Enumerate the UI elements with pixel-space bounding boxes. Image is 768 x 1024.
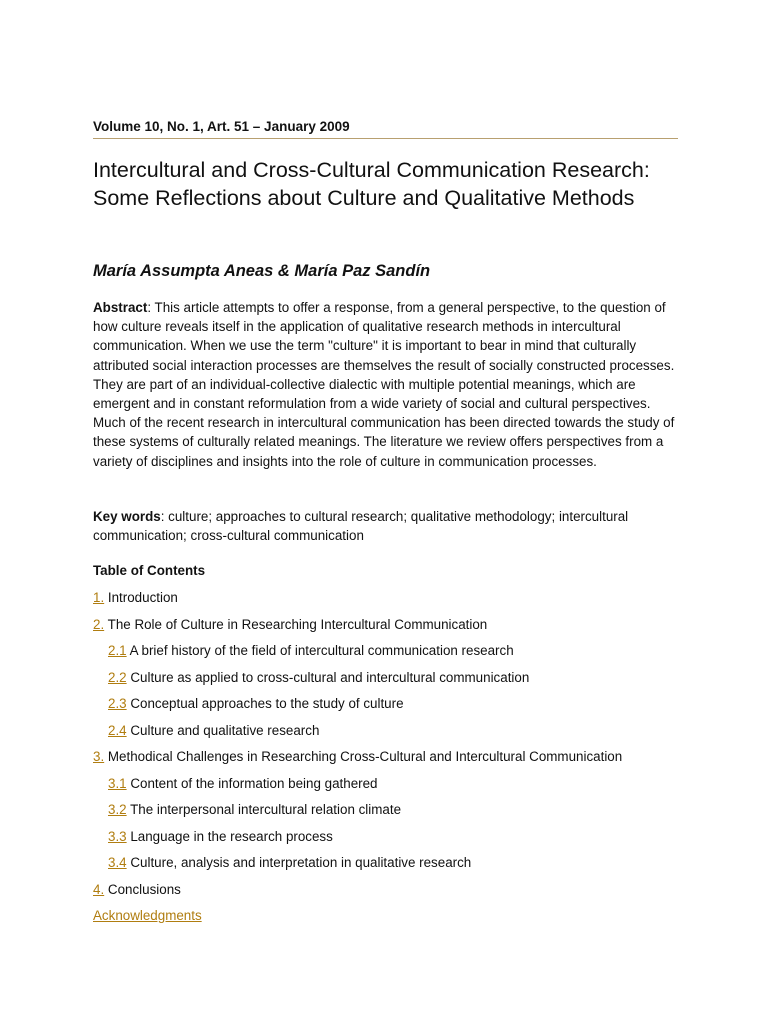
toc-item-3-3 (93, 828, 622, 855)
table-of-contents (93, 589, 622, 934)
toc-link-3-3[interactable]: 3.3 (108, 828, 127, 844)
toc-link-2-1[interactable]: 2.1 (108, 643, 127, 658)
toc-item-3 (93, 748, 622, 775)
toc-label: The interpersonal intercultural relation climate (126, 802, 402, 817)
toc-item-3-2 (93, 801, 622, 828)
abstract-text: : This article attempts to offer a response, from a general perspective, to the question of how culture reveals itself in the application of qualitative research methods in intercultural communication. When we use the term "culture" it is important to bear in mind that culturally attributed social interaction processes are themselves the result of socially constructed processes. They are part of an individual-collective dialectic with multiple potential meanings, which are emergent and in constant reformulation from a wide variety of social and cultural perspectives. Much of the recent research in intercultural communication has been directed towards the study of these systems of culturally related meanings. The literature we review offers perspectives from a variety of disciplines and insights into the role of culture in communication processes. (93, 300, 675, 469)
article-authors: María Assumpta Aneas & María Paz Sandín (93, 262, 431, 280)
toc-link-4[interactable]: 4. (93, 881, 105, 897)
toc-label: Language in the research process (126, 828, 333, 844)
volume-issue-line: Volume 10, No. 1, Art. 51 – January 2009 (93, 119, 350, 134)
toc-heading: Table of Contents (93, 563, 206, 578)
toc-label: Conceptual approaches to the study of culture (126, 696, 404, 711)
abstract-label: Abstract (93, 300, 148, 315)
toc-label: Culture and qualitative research (126, 722, 320, 738)
toc-label: A brief history of the field of intercultural communication research (126, 643, 514, 658)
toc-item-2-2 (93, 669, 622, 696)
toc-link-3-2[interactable]: 3.2 (108, 802, 127, 817)
toc-link-2-4[interactable]: 2.4 (108, 722, 127, 738)
article-title: Intercultural and Cross-Cultural Communication Research: Some Reflections about Culture and Qualitative Methods (93, 158, 650, 210)
keywords-text: : culture; approaches to cultural research; qualitative methodology; intercultural communication; cross-cultural communication (93, 509, 629, 544)
toc-label: Conclusions (104, 881, 181, 897)
toc-label: The Role of Culture in Researching Intercultural Communication (104, 616, 488, 632)
keywords-label: Key words (93, 509, 161, 524)
toc-item-2-4 (93, 722, 622, 749)
toc-label: Content of the information being gathered (126, 775, 378, 791)
toc-link-2[interactable]: 2. (93, 616, 105, 632)
toc-link-3[interactable]: 3. (93, 749, 105, 764)
toc-link-3-1[interactable]: 3.1 (108, 775, 127, 791)
toc-item-2-3 (93, 695, 622, 722)
toc-item-3-1 (93, 775, 622, 802)
abstract-paragraph (93, 298, 678, 471)
toc-label: Culture as applied to cross-cultural and intercultural communication (126, 669, 530, 685)
toc-item-3-4 (93, 854, 622, 881)
toc-label: Culture, analysis and interpretation in qualitative research (126, 855, 472, 870)
toc-label: Introduction (104, 590, 178, 605)
keywords-paragraph (93, 507, 678, 545)
toc-item-4 (93, 881, 622, 908)
toc-link-2-2[interactable]: 2.2 (108, 669, 127, 685)
acknowledgments-link[interactable]: Acknowledgments (93, 908, 202, 923)
header-divider (93, 138, 678, 139)
toc-link-1[interactable]: 1. (93, 590, 105, 605)
toc-item-2-1 (93, 642, 622, 669)
toc-link-2-3[interactable]: 2.3 (108, 696, 127, 711)
toc-item-1 (93, 589, 622, 616)
toc-label: Methodical Challenges in Researching Cross-Cultural and Intercultural Communication (104, 749, 623, 764)
toc-link-3-4[interactable]: 3.4 (108, 855, 127, 870)
toc-item-acknowledgments (93, 907, 622, 934)
toc-item-2 (93, 616, 622, 643)
